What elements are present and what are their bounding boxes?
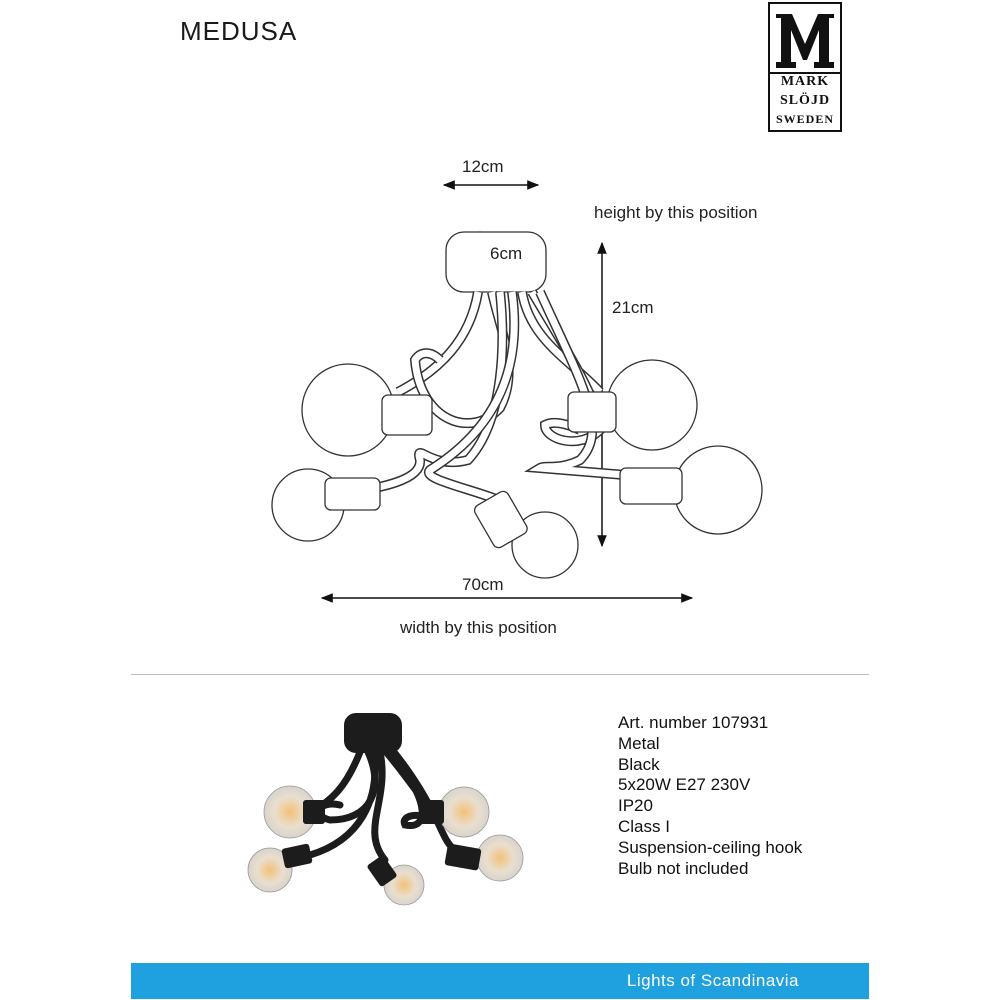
photo-canopy [344, 713, 402, 753]
canopy-width-label: 12cm [462, 157, 504, 176]
width-note: width by this position [400, 618, 557, 637]
spec-item: Black [618, 754, 660, 774]
total-width-label: 70cm [462, 575, 504, 594]
logo-line-3: SWEDEN [775, 112, 834, 126]
footer-bar [131, 963, 869, 999]
spec-item: Class I [618, 816, 670, 836]
logo-line-1: MARK [780, 74, 830, 89]
spec-item: IP20 [618, 796, 653, 816]
spec-item: Suspension-ceiling hook [618, 837, 803, 857]
logo-line-2: SLÖJD [779, 93, 831, 108]
total-height-label: 21cm [612, 298, 654, 317]
product-title: MEDUSA [180, 16, 298, 46]
spec-item: 5x20W E27 230V [618, 775, 751, 795]
black-lamp [248, 713, 523, 905]
footer-text: Lights of Scandinavia [626, 971, 799, 990]
canopy-height-label: 6cm [490, 244, 523, 263]
spec-item: Bulb not included [618, 858, 749, 878]
spec-list [618, 713, 802, 879]
spec-item: Metal [618, 733, 660, 753]
spec-item: Art. number 107931 [618, 713, 769, 732]
height-note: height by this position [594, 203, 758, 222]
